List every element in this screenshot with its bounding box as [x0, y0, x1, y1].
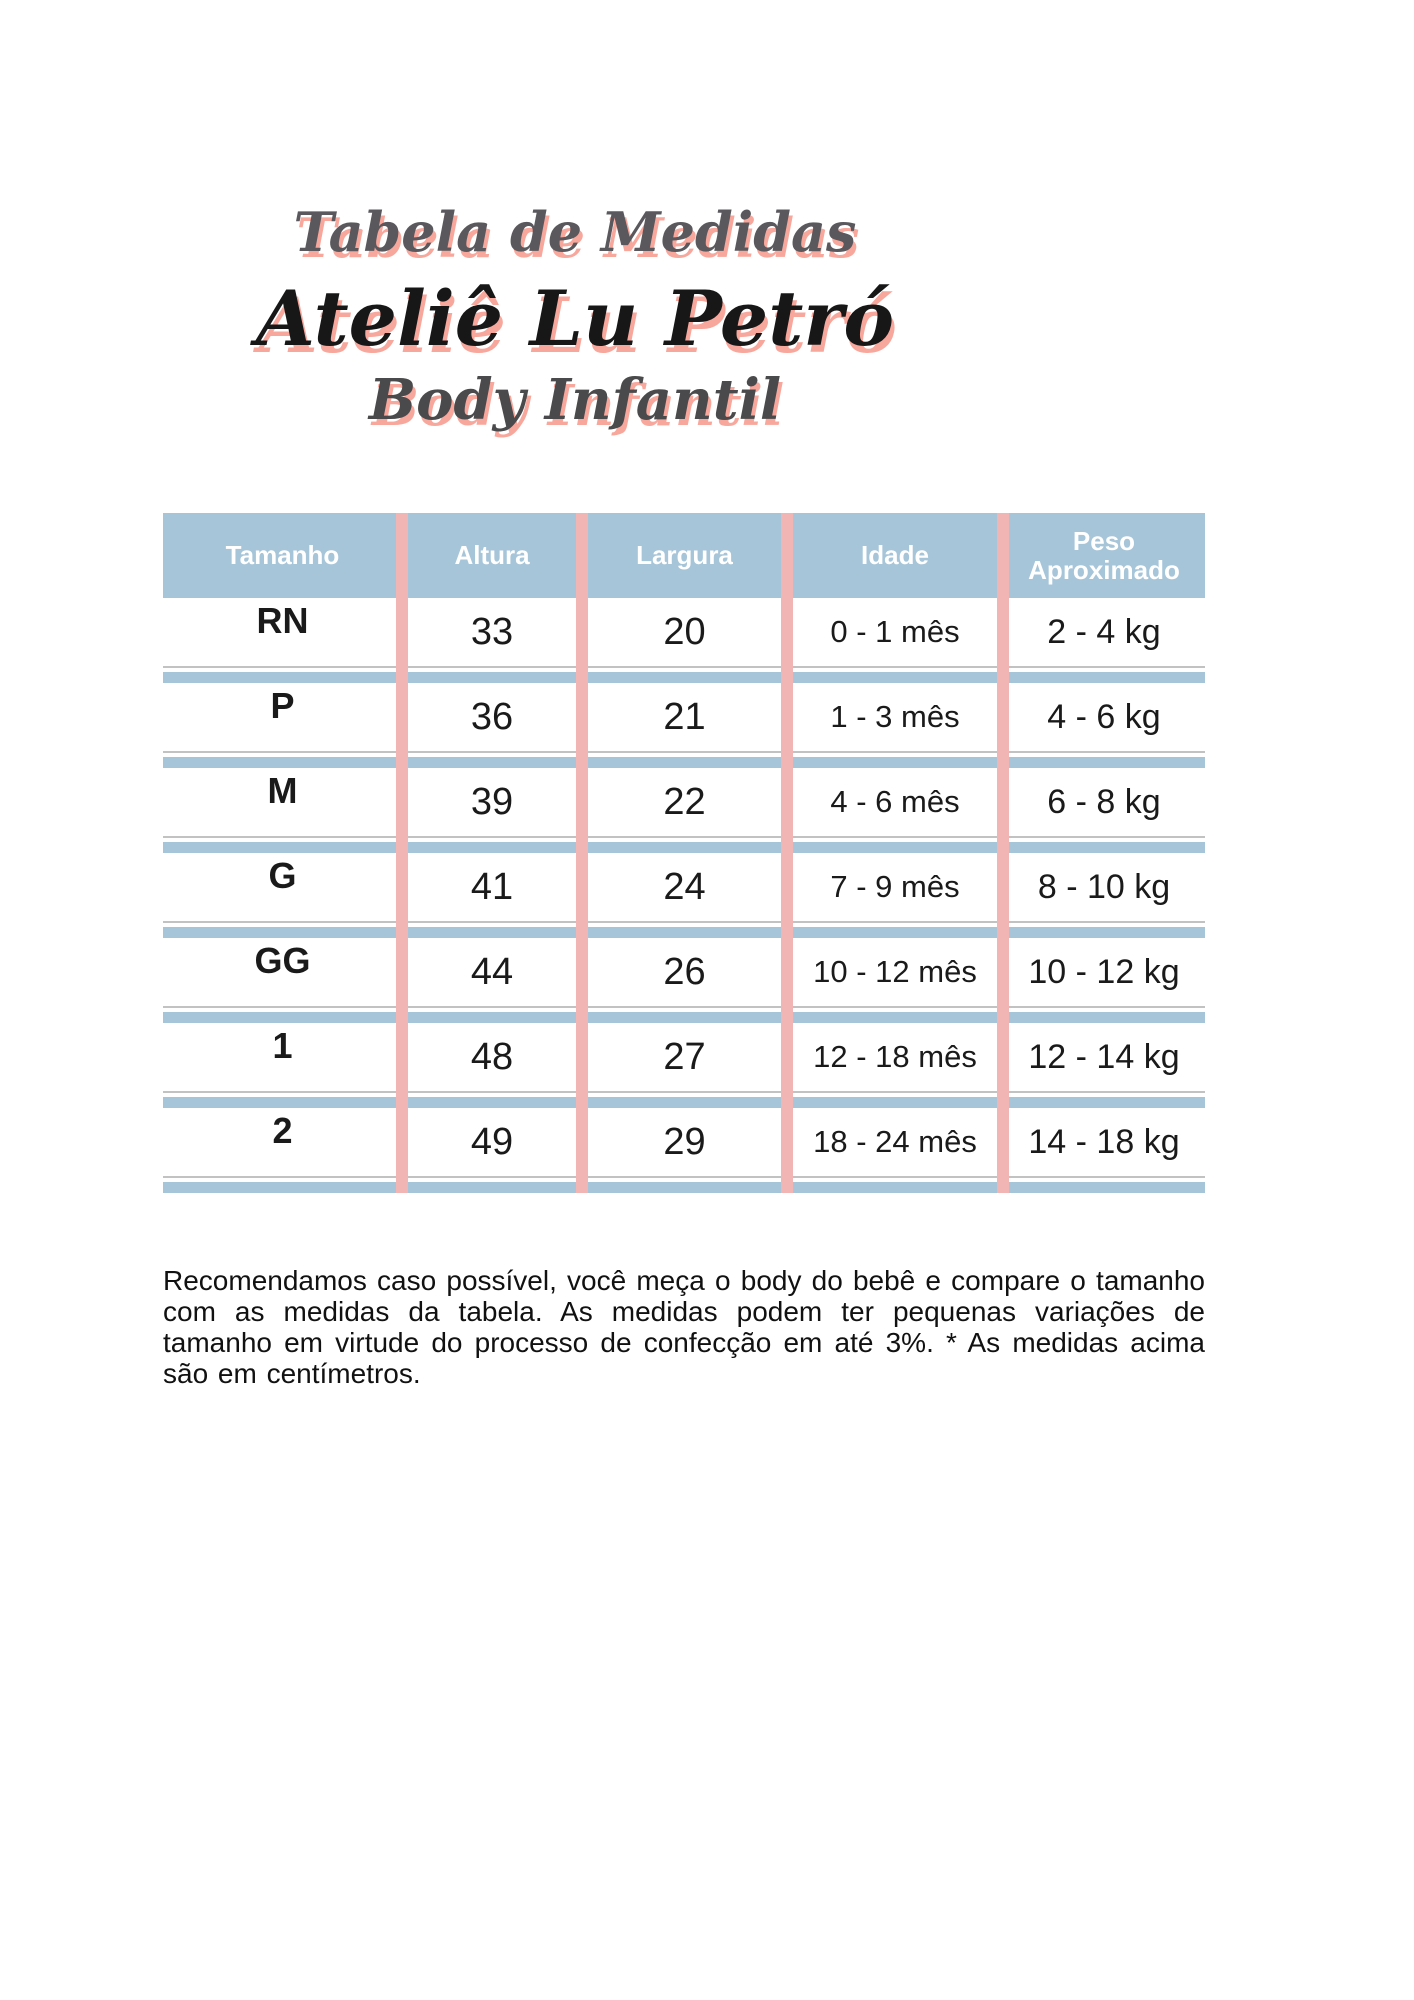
- cell-altura: 39: [470, 780, 514, 823]
- header-altura: Altura: [454, 540, 530, 571]
- cell-altura: 36: [470, 695, 514, 738]
- column-divider: [781, 513, 793, 1193]
- column-divider: [396, 513, 408, 1193]
- cell-largura: 29: [663, 1120, 706, 1163]
- table-row: [163, 1108, 1205, 1176]
- cell-altura: 33: [470, 610, 514, 653]
- cell-idade: 10 - 12 mês: [813, 954, 977, 989]
- cell-largura: 24: [663, 865, 706, 908]
- cell-peso: 6 - 8 kg: [1047, 782, 1161, 821]
- cell-idade: 1 - 3 mês: [830, 699, 960, 734]
- header-idade: Idade: [861, 540, 929, 571]
- cell-altura: 44: [470, 950, 514, 993]
- table-row: [163, 768, 1205, 836]
- table-header-row: [163, 513, 1205, 598]
- header-peso: Peso Aproximado: [1028, 526, 1180, 585]
- row-separator: [163, 751, 1205, 768]
- cell-tamanho: G: [268, 855, 297, 896]
- brand-title: Ateliê Lu Petró: [255, 274, 895, 363]
- table-row: [163, 683, 1205, 751]
- row-separator: [163, 1176, 1205, 1193]
- table-row: [163, 598, 1205, 666]
- cell-tamanho: GG: [254, 940, 311, 981]
- page-title: Tabela de Medidas: [293, 200, 857, 264]
- header-tamanho: Tamanho: [225, 540, 340, 571]
- column-divider: [997, 513, 1009, 1193]
- row-separator: [163, 921, 1205, 938]
- table-body: [163, 598, 1205, 1193]
- row-separator: [163, 666, 1205, 683]
- cell-largura: 26: [663, 950, 706, 993]
- cell-largura: 27: [663, 1035, 706, 1078]
- cell-tamanho: P: [270, 685, 295, 726]
- cell-tamanho: 1: [272, 1025, 293, 1066]
- table-row: [163, 853, 1205, 921]
- title-block: [163, 200, 987, 433]
- cell-peso: 10 - 12 kg: [1028, 952, 1180, 991]
- header-largura: Largura: [636, 540, 733, 571]
- cell-idade: 12 - 18 mês: [813, 1039, 977, 1074]
- cell-largura: 21: [663, 695, 706, 738]
- measurement-disclaimer: Recomendamos caso possível, você meça o body do bebê e compare o tamanho com as medidas da tabela. As medidas podem ter pequenas variações de tamanho em virtude do processo de confecção em até 3%. * As medidas acima são em centímetros.: [163, 1265, 1205, 1390]
- cell-peso: 8 - 10 kg: [1037, 867, 1171, 906]
- measurements-table: [163, 513, 1205, 1193]
- cell-peso: 14 - 18 kg: [1028, 1122, 1180, 1161]
- cell-tamanho: 2: [272, 1110, 293, 1151]
- table-row: [163, 1023, 1205, 1091]
- row-separator: [163, 1006, 1205, 1023]
- cell-idade: 4 - 6 mês: [830, 784, 960, 819]
- product-subtitle: Body Infantil: [368, 367, 782, 433]
- cell-idade: 7 - 9 mês: [830, 869, 960, 904]
- cell-tamanho: M: [267, 770, 298, 811]
- cell-peso: 2 - 4 kg: [1047, 612, 1161, 651]
- cell-tamanho: RN: [256, 600, 309, 641]
- cell-idade: 0 - 1 mês: [830, 614, 960, 649]
- cell-peso: 12 - 14 kg: [1028, 1037, 1180, 1076]
- cell-altura: 41: [470, 865, 514, 908]
- cell-largura: 20: [663, 610, 706, 653]
- cell-altura: 48: [470, 1035, 514, 1078]
- column-divider: [576, 513, 588, 1193]
- row-separator: [163, 1091, 1205, 1108]
- cell-peso: 4 - 6 kg: [1047, 697, 1161, 736]
- cell-idade: 18 - 24 mês: [813, 1124, 977, 1159]
- row-separator: [163, 836, 1205, 853]
- cell-largura: 22: [663, 780, 706, 823]
- cell-altura: 49: [470, 1120, 514, 1163]
- table-row: [163, 938, 1205, 1006]
